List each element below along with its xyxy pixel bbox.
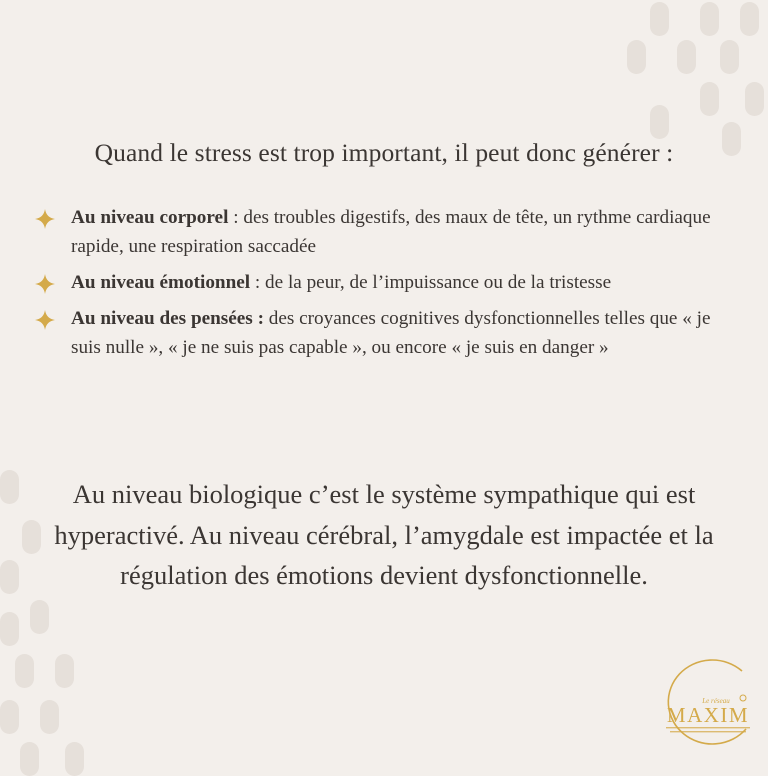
four-point-star-icon — [35, 274, 55, 294]
four-point-star-icon — [35, 310, 55, 330]
decor-pill — [0, 612, 19, 646]
decor-pill — [720, 40, 739, 74]
four-point-star-icon — [35, 209, 55, 229]
decor-pill — [0, 700, 19, 734]
bullet-item-emotionnel — [34, 268, 734, 297]
decor-pill — [55, 654, 74, 688]
bullet-list — [34, 203, 734, 369]
decor-pill — [15, 654, 34, 688]
decor-pill — [740, 2, 759, 36]
bullet-lead: Au niveau corporel — [71, 207, 229, 228]
logo-small-text: Le réseau — [702, 697, 730, 705]
maxim-logo — [652, 655, 760, 755]
bullet-item-corporel — [34, 203, 734, 261]
decor-pill — [650, 2, 669, 36]
decor-pill — [700, 82, 719, 116]
bullet-lead: Au niveau des pensées : — [71, 308, 264, 329]
logo-name: MAXIM — [666, 703, 750, 727]
decor-pill — [677, 40, 696, 74]
decor-pill — [700, 2, 719, 36]
bullet-text: des croyances cognitives dysfonctionnelles telles que « je suis nulle », « je ne suis pas capable », ou encore « je suis en danger » — [71, 308, 711, 358]
bullet-text: : des troubles digestifs, des maux de tête, un rythme cardiaque rapide, une respiration saccadée — [71, 207, 711, 257]
decor-pill — [30, 600, 49, 634]
decor-pill — [745, 82, 764, 116]
decor-pill — [650, 105, 669, 139]
intro-text: Quand le stress est trop important, il peut donc générer : — [94, 138, 674, 167]
decor-pill — [40, 700, 59, 734]
bullet-text: : de la peur, de l’impuissance ou de la tristesse — [250, 272, 612, 293]
decor-pill — [627, 40, 646, 74]
bullet-lead: Au niveau émotionnel — [71, 272, 251, 293]
decor-pill — [65, 742, 84, 776]
bullet-item-pensees — [34, 304, 734, 362]
decor-pill — [0, 560, 19, 594]
decor-pill — [0, 470, 19, 504]
decor-pill — [20, 742, 39, 776]
conclusion-text: Au niveau biologique c’est le système sympathique qui est hyperactivé. Au niveau cérébral, l’amygdale est impactée et la régulation des émotions devient dysfonctionnelle. — [54, 479, 714, 590]
